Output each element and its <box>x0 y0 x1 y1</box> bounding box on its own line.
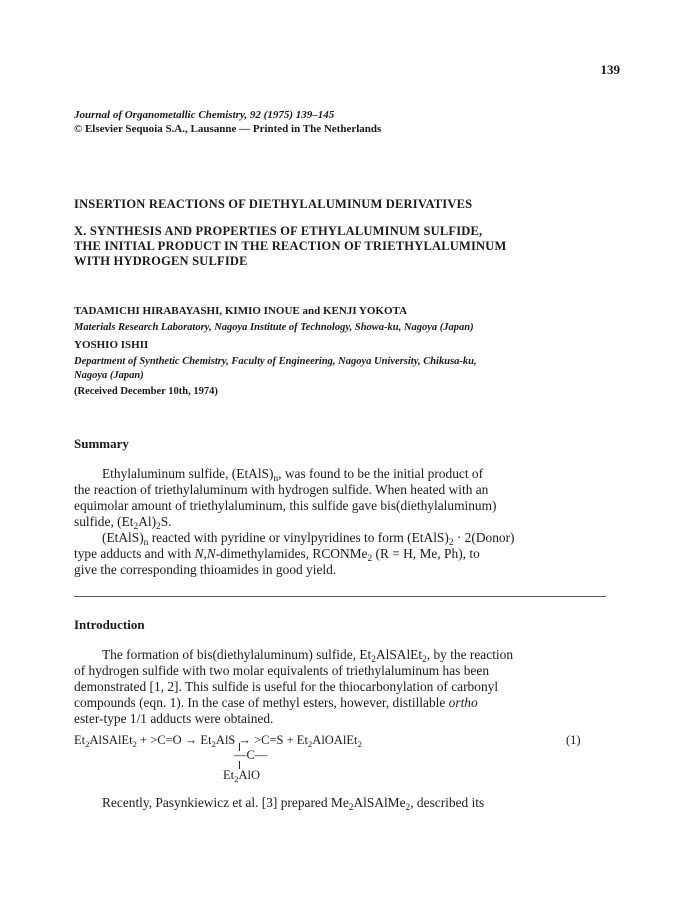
equation-carbon: —C— <box>234 748 268 762</box>
equation-line: $Et_2AlSAlEt_2 + >C=O \to Et_2AlS \to >C=S$ + $Et_2AlOAlEt_2$ <box>74 733 362 749</box>
chemical-equation <box>74 733 614 789</box>
affiliation-2 <box>74 355 614 383</box>
title-line: X. SYNTHESIS AND PROPERTIES OF ETHYLALUMINUM SULFIDE, <box>74 224 483 238</box>
introduction-paragraph <box>74 647 614 727</box>
journal-citation: Journal of Organometallic Chemistry, 92 (1975) 139–145 <box>74 109 335 121</box>
text-line: give the corresponding thioamides in good yield. <box>74 562 337 577</box>
text-line: type adducts and with N,N-dimethylamides, RCONMe$_2$ (R = H, Me, Ph), to <box>74 546 480 564</box>
series-title: INSERTION REACTIONS OF DIETHYLALUMINUM DERIVATIVES <box>74 197 473 211</box>
text-line: the reaction of triethylaluminum with hydrogen sulfide. When heated with an <box>74 482 489 497</box>
text-line: demonstrated [1, 2]. This sulfide is useful for the thiocarbonylation of carbonyl <box>74 679 499 694</box>
text-line: $(EtAlS)_n$ reacted with pyridine or vinylpyridines to form $(EtAlS)_2$ · 2(Donor) <box>102 530 515 548</box>
text-line: compounds (eqn. 1). In the case of methyl esters, however, distillable ortho <box>74 695 478 710</box>
text-line: The formation of bis(diethylaluminum) sulfide, $Et_2AlSAlEt_2$, by the reaction <box>102 647 514 665</box>
title-line: THE INITIAL PRODUCT IN THE REACTION OF TRIETHYLALUMINUM <box>74 239 507 253</box>
page-number: 139 <box>600 62 620 77</box>
copyright-line: © Elsevier Sequoia S.A., Lausanne — Printed in The Netherlands <box>74 123 382 135</box>
section-divider <box>74 596 606 597</box>
affiliation-line: Department of Synthetic Chemistry, Faculty of Engineering, Nagoya University, Chikusa-ku, <box>74 356 477 367</box>
summary-heading: Summary <box>74 436 129 451</box>
affiliation-1: Materials Research Laboratory, Nagoya Institute of Technology, Showa-ku, Nagoya (Japan) <box>74 322 474 333</box>
paper-title <box>74 224 634 269</box>
text-line: ester-type 1/1 adducts were obtained. <box>74 711 274 726</box>
introduction-heading: Introduction <box>74 617 145 632</box>
text-line: Recently, Pasynkiewicz et al. [3] prepared $Me_2AlSAlMe_2$, described its <box>102 795 485 813</box>
text-line: sulfide, $(Et_2Al)_2S$. <box>74 514 172 532</box>
summary-paragraph-2 <box>74 530 614 578</box>
summary-paragraph-1 <box>74 466 614 530</box>
introduction-paragraph-2 <box>74 795 614 811</box>
title-line: WITH HYDROGEN SULFIDE <box>74 254 248 268</box>
equation-number: (1) <box>566 733 581 747</box>
received-date: (Received December 10th, 1974) <box>74 386 218 397</box>
affiliation-line: Nagoya (Japan) <box>74 370 144 381</box>
authors-group-2: YOSHIO ISHII <box>74 339 149 351</box>
authors-group-1: TADAMICHI HIRABAYASHI, KIMIO INOUE and KENJI YOKOTA <box>74 305 408 317</box>
text-line: equimolar amount of triethylaluminum, this sulfide gave bis(diethylaluminum) <box>74 498 497 513</box>
text-line: of hydrogen sulfide with two molar equivalents of triethylaluminum has been <box>74 663 490 678</box>
text-line: Ethylaluminum sulfide, $(EtAlS)_n$, was found to be the initial product of <box>102 466 484 484</box>
equation-substituent: $Et_2AlO$ <box>223 768 261 784</box>
